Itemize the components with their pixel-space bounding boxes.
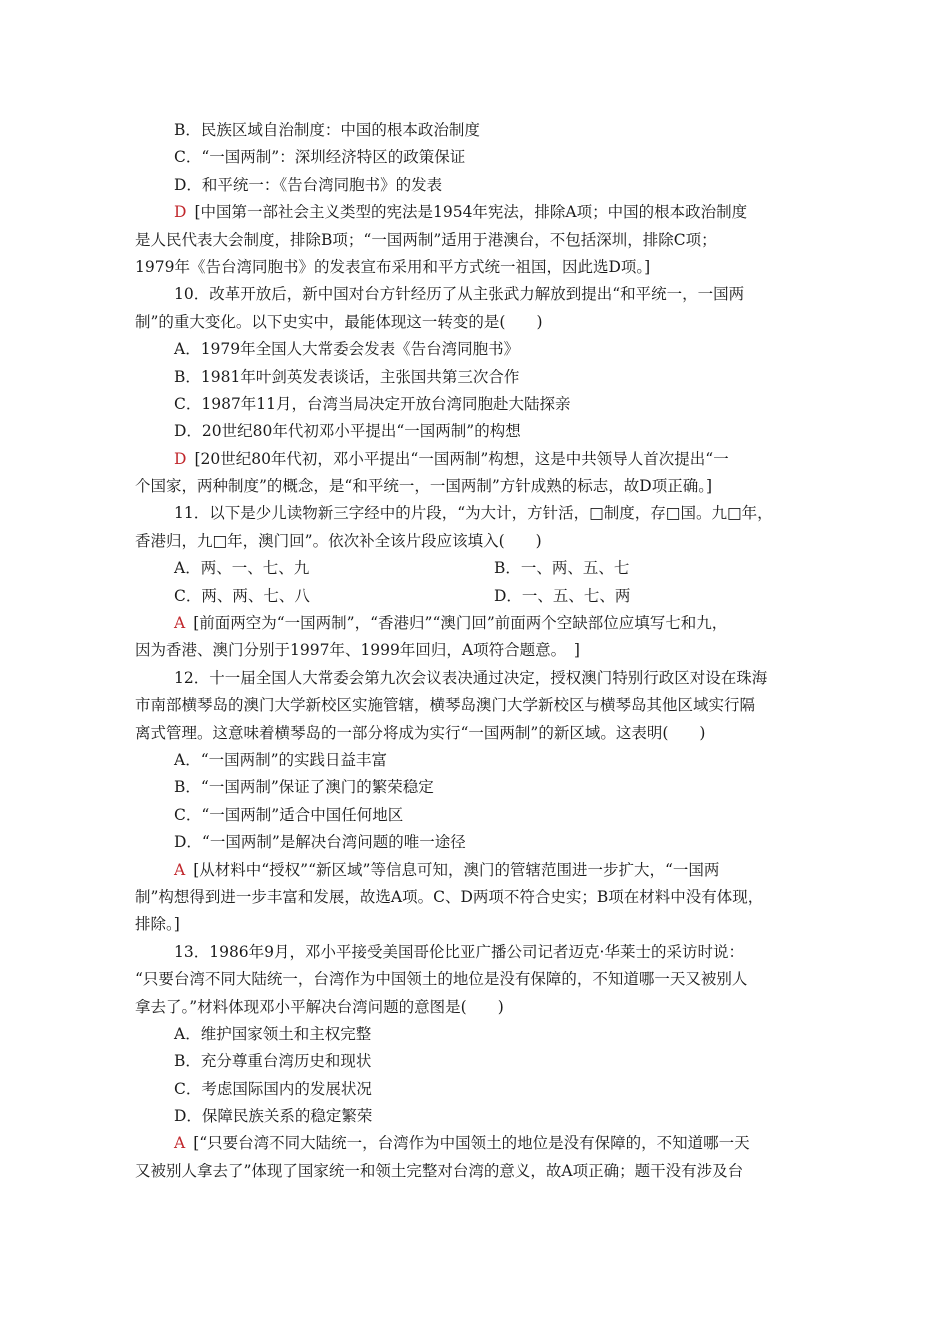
answer-explanation-line: D [20世纪80年代初，邓小平提出“一国两制”构想，这是中共领导人首次提出“一 [174,449,729,468]
answer-explanation-line: 个国家，两种制度”的概念，是“和平统一，一国两制”方针成熟的标志，故D项正确。] [135,477,712,496]
question-stem-line: 制”的重大变化。以下史实中，最能体现这一转变的是( ) [135,312,543,331]
option-c: C．考虑国际国内的发展状况 [174,1079,372,1098]
option-c: C．1987年11月，台湾当局决定开放台湾同胞赴大陆探亲 [174,394,571,413]
question-stem-line: 拿去了。”材料体现邓小平解决台湾问题的意图是( ) [135,997,504,1016]
option-a: A．维护国家领土和主权完整 [174,1024,372,1043]
option-d: D．一、五、七、两 [494,586,631,605]
option-d: D．20世纪80年代初邓小平提出“一国两制”的构想 [174,422,521,441]
option-d: D．和平统一：《告台湾同胞书》的发表 [174,175,443,194]
answer-explanation-line: 制”构想得到进一步丰富和发展，故选A项。C、D两项不符合史实；B项在材料中没有体现， [135,887,764,906]
question-stem-line: “只要台湾不同大陆统一，台湾作为中国领土的地位是没有保障的，不知道哪一天又被别人 [135,970,748,989]
answer-explanation-line: D [中国第一部社会主义类型的宪法是1954年宪法，排除A项；中国的根本政治制度 [174,203,748,222]
question-stem-line: 13．1986年9月，邓小平接受美国哥伦比亚广播公司记者迈克·华莱士的采访时说： [174,942,744,961]
question-stem-line: 香港归，九□年，澳门回”。依次补全该片段应该填入( ) [135,531,542,550]
option-c: C．两、两、七、八 [174,586,310,605]
option-c: C．“一国两制”：深圳经济特区的政策保证 [174,148,466,167]
option-d: D．“一国两制”是解决台湾问题的唯一途径 [174,833,466,852]
question-9 [0,117,950,281]
option-d: D．保障民族关系的稳定繁荣 [174,1107,373,1126]
answer-explanation-line: A [前面两空为“一国两制”，“香港归”“澳门回”前面两个空缺部位应填写七和九， [174,614,728,633]
question-10 [0,281,950,500]
option-b: B．“一国两制”保证了澳门的繁荣稳定 [174,778,434,797]
answer-explanation-line: A [“只要台湾不同大陆统一，台湾作为中国领土的地位是没有保障的，不知道哪一天 [174,1134,750,1153]
option-a: A．两、一、七、九 [174,559,310,578]
question-stem-line: 12．十一届全国人大常委会第九次会议表决通过决定，授权澳门特别行政区对设在珠海 [174,668,768,687]
answer-letter: A [174,1134,186,1153]
answer-explanation-line: 1979年《告台湾同胞书》的发表宣布采用和平方式统一祖国，因此选D项。] [135,257,651,276]
answer-explanation-line: 又被别人拿去了”体现了国家统一和领土完整对台湾的意义，故A项正确；题干没有涉及台 [135,1161,744,1180]
option-a: A．“一国两制”的实践日益丰富 [174,750,388,769]
options-row [0,583,950,610]
answer-explanation-line: 因为香港、澳门分别于1997年、1999年回归，A项符合题意。 ] [135,641,580,660]
answer-letter: D [174,449,187,468]
question-12 [0,665,950,939]
question-stem-line: 11．以下是少儿读物新三字经中的片段，“为大计，方针活，□制度，存□国。九□年， [174,504,773,523]
answer-explanation-line: 是人民代表大会制度，排除B项；“一国两制”适用于港澳台，不包括深圳，排除C项； [135,230,717,249]
option-b: B．1981年叶剑英发表谈话，主张国共第三次合作 [174,367,520,386]
answer-letter: D [174,203,187,222]
answer-explanation-line: A [从材料中“授权”“新区域”等信息可知，澳门的管辖范围进一步扩大，“一国两 [174,860,720,879]
question-11 [0,500,950,664]
question-stem-line: 10．改革开放后，新中国对台方针经历了从主张武力解放到提出“和平统一，一国两 [174,285,745,304]
option-a: A．1979年全国人大常委会发表《告台湾同胞书》 [174,340,520,359]
option-b: B．一、两、五、七 [494,559,630,578]
option-c: C．“一国两制”适合中国任何地区 [174,805,404,824]
answer-letter: A [174,860,186,879]
question-13 [0,939,950,1186]
options-row [0,555,950,582]
question-stem-line: 离式管理。这意味着横琴岛的一部分将成为实行“一国两制”的新区域。这表明( ) [135,723,706,742]
option-b: B．民族区域自治制度：中国的根本政治制度 [174,121,480,139]
question-stem-line: 市南部横琴岛的澳门大学新校区实施管辖，横琴岛澳门大学新校区与横琴岛其他区域实行隔 [135,696,756,715]
option-b: B．充分尊重台湾历史和现状 [174,1052,372,1071]
answer-explanation-line: 排除。] [135,915,180,934]
answer-letter: A [174,614,186,633]
